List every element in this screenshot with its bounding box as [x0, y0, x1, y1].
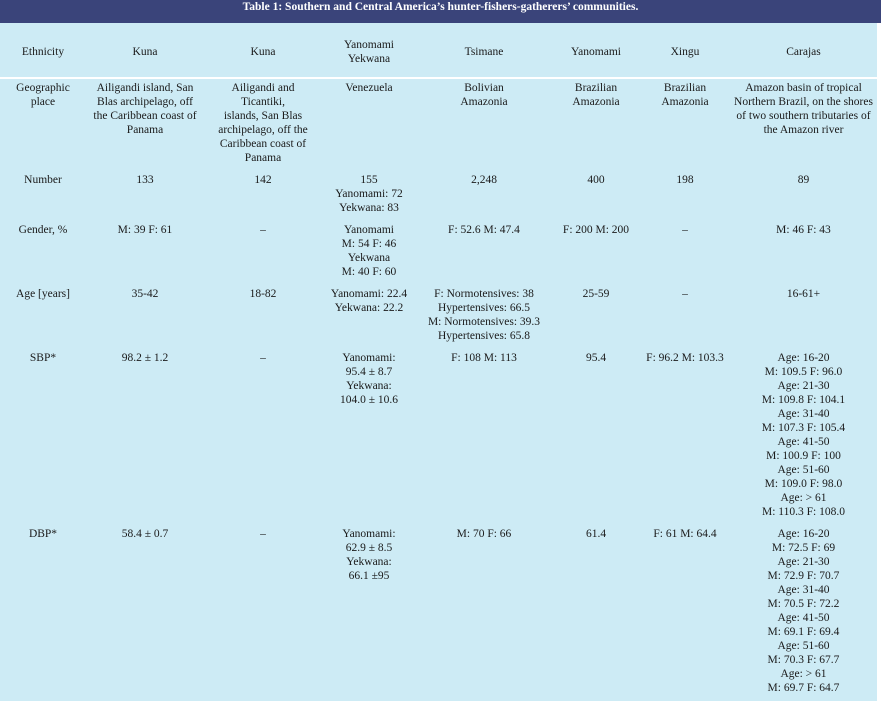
table-row	[0, 221, 877, 285]
table-cell: M: 39 F: 61	[117, 224, 173, 236]
table-cell: 142	[254, 174, 272, 186]
table-container	[0, 23, 877, 701]
table-cell: Brazilian Amazonia	[661, 82, 709, 108]
table-cell: 25-59	[582, 288, 610, 300]
table-cell: –	[260, 528, 266, 540]
column-header: Ethnicity	[0, 23, 86, 78]
column-header: Xingu	[640, 23, 730, 78]
table-cell: 2,248	[471, 174, 497, 186]
column-header: Yanomami Yekwana	[322, 23, 416, 78]
table-cell: 155 Yanomami: 72 Yekwana: 83	[335, 174, 403, 214]
table-cell: Age: 16-20 M: 72.5 F: 69 Age: 21-30 M: 72.9 F: 70.7 Age: 31-40 M: 70.5 F: 72.2 Age: 41-50 M: 69.1 F: 69.4 Age: 51-60 M: 70.3 F: 67.7 Age: > 61 M: 69.7 F: 64.7	[767, 528, 840, 694]
column-header: Kuna	[204, 23, 322, 78]
table-cell: 58.4 ± 0.7	[121, 528, 169, 540]
table-cell: M: 46 F: 43	[776, 224, 831, 236]
table-cell: 198	[676, 174, 694, 186]
table-row	[0, 525, 877, 701]
table-cell: Yanomami: 62.9 ± 8.5 Yekwana: 66.1 ±95	[342, 528, 396, 582]
table-cell: Age: 16-20 M: 109.5 F: 96.0 Age: 21-30 M: 109.8 F: 104.1 Age: 31-40 M: 107.3 F: 105.4 Age: 41-50 M: 100.9 F: 100 Age: 51-60 M: 109.0 F: 98.0 Age: > 61 M: 110.3 F: 108.0	[761, 352, 846, 518]
table-cell: Yanomami M: 54 F: 46 Yekwana M: 40 F: 60	[341, 224, 397, 278]
table-cell: F: 61 M: 64.4	[653, 528, 717, 540]
table-cell: Venezuela	[345, 82, 393, 94]
table-title: Table 1: Southern and Central America’s hunter-fishers-gatherers’ communities.	[0, 0, 881, 23]
row-label: Age [years]	[16, 288, 70, 300]
row-label: DBP*	[28, 528, 58, 540]
table-cell: –	[682, 288, 688, 300]
table-cell: Yanomami: 95.4 ± 8.7 Yekwana: 104.0 ± 10.6	[339, 352, 399, 406]
table-cell: F: Normotensives: 38 Hypertensives: 66.5 M: Normotensives: 39.3 Hypertensives: 65.8	[427, 288, 541, 342]
table-cell: 89	[797, 174, 810, 186]
table-cell: –	[260, 352, 266, 364]
table-cell: 35-42	[131, 288, 159, 300]
table-cell: 95.4	[585, 352, 607, 364]
table-cell: 61.4	[585, 528, 607, 540]
row-label: Number	[24, 174, 62, 186]
table-cell: F: 96.2 M: 103.3	[646, 352, 724, 364]
table-cell: 133	[136, 174, 154, 186]
table-cell: 18-82	[249, 288, 277, 300]
row-label: Geographic place	[16, 82, 70, 108]
table-cell: F: 200 M: 200	[562, 224, 630, 236]
table-row	[0, 78, 877, 171]
table-row	[0, 349, 877, 525]
table-cell: Ailigandi island, San Blas archipelago, off the Caribbean coast of Panama	[93, 82, 197, 136]
column-header: Kuna	[86, 23, 204, 78]
table-cell: Amazon basin of tropical Northern Brazil, on the shores of two southern tributaries of the Amazon river	[734, 82, 873, 136]
table-row	[0, 171, 877, 221]
table-cell: Brazilian Amazonia	[572, 82, 620, 108]
table-cell: 400	[587, 174, 605, 186]
data-table	[0, 23, 877, 701]
table-cell: Bolivian Amazonia	[460, 82, 508, 108]
table-cell: 98.2 ± 1.2	[121, 352, 169, 364]
column-header: Yanomami	[552, 23, 640, 78]
table-cell: –	[682, 224, 688, 236]
column-header: Tsimane	[416, 23, 552, 78]
table-cell: M: 70 F: 66	[456, 528, 512, 540]
header-row	[0, 23, 877, 78]
table-cell: F: 108 M: 113	[451, 352, 517, 364]
column-header: Carajas	[730, 23, 877, 78]
row-label: SBP*	[29, 352, 57, 364]
table-cell: –	[260, 224, 266, 236]
table-cell: F: 52.6 M: 47.4	[448, 224, 520, 236]
table-cell: Yanomami: 22.4 Yekwana: 22.2	[330, 288, 408, 314]
row-label: Gender, %	[18, 224, 68, 236]
table-row	[0, 285, 877, 349]
table-cell: 16-61+	[786, 288, 821, 300]
table-cell: Ailigandi and Ticantiki, islands, San Blas archipelago, off the Caribbean coast of Panama	[218, 82, 308, 164]
